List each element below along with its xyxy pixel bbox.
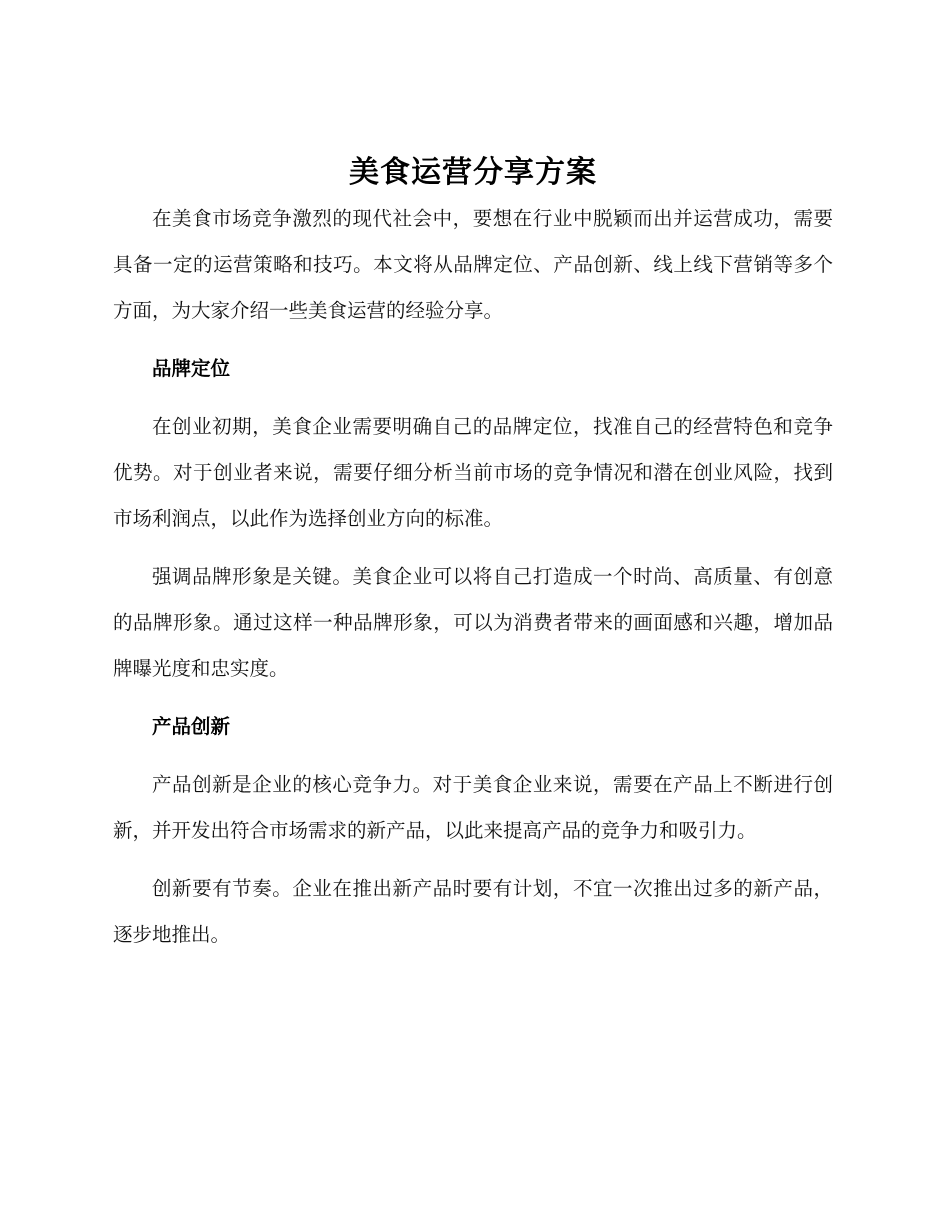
spacer [113,392,833,404]
intro-paragraph: 在美食市场竞争激烈的现代社会中，要想在行业中脱颖而出并运营成功，需要具备一定的运营策略和技巧。本文将从品牌定位、产品创新、线上线下营销等多个方面，为大家介绍一些美食运营的经验分享。 [113,207,833,322]
spacer [113,750,833,762]
document-title: 美食运营分享方案 [349,155,597,190]
document-page [113,150,833,958]
spacer [113,854,833,866]
product-innovation-paragraph-2: 创新要有节奏。企业在推出新产品时要有计划，不宜一次推出过多的新产品，逐步地推出。 [113,877,833,946]
spacer [113,692,833,704]
spacer [113,542,833,554]
section-heading-brand-positioning: 品牌定位 [152,357,231,380]
brand-positioning-paragraph-1: 在创业初期，美食企业需要明确自己的品牌定位，找准自己的经营特色和竞争优势。对于创业者来说，需要仔细分析当前市场的竞争情况和潜在创业风险，找到市场利润点，以此作为选择创业方向的标准。 [113,415,833,530]
product-innovation-paragraph-1: 产品创新是企业的核心竞争力。对于美食企业来说，需要在产品上不断进行创新，并开发出符合市场需求的新产品，以此来提高产品的竞争力和吸引力。 [113,773,833,842]
brand-positioning-paragraph-2: 强调品牌形象是关键。美食企业可以将自己打造成一个时尚、高质量、有创意的品牌形象。通过这样一种品牌形象，可以为消费者带来的画面感和兴趣，增加品牌曝光度和忠实度。 [113,565,833,680]
spacer [113,334,833,346]
section-heading-product-innovation: 产品创新 [152,715,231,738]
